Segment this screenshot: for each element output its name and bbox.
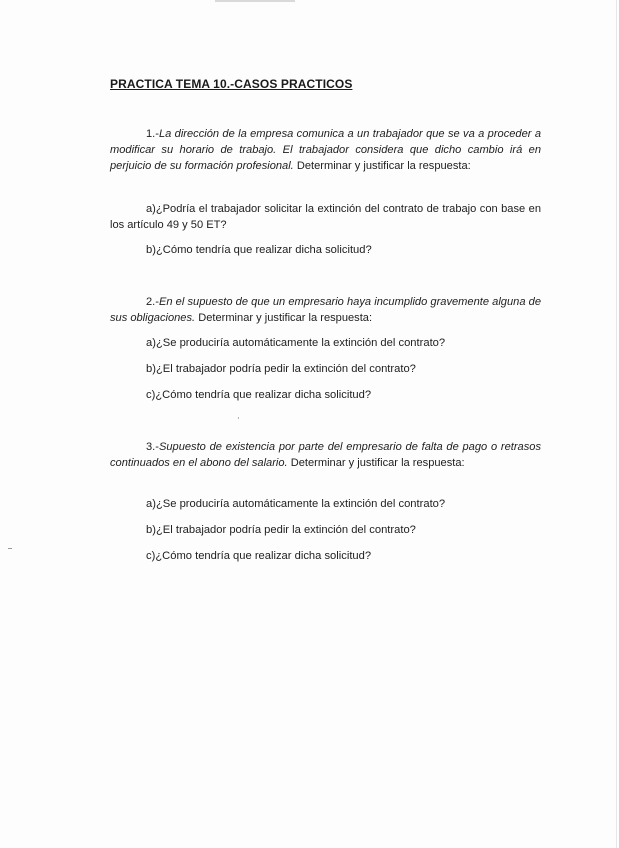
- case-2-paragraph: [110, 294, 541, 326]
- case-1-statement: La dirección de la empresa comunica a un trabajador que se va a proceder a modificar su horario de trabajo. El trabajador considera que dicho cambio irá en perjuicio de su formación profesional.: [110, 128, 541, 172]
- page-title: PRACTICA TEMA 10.-CASOS PRACTICOS: [110, 77, 353, 91]
- case-3-statement: Supuesto de existencia por parte del empresario de falta de pago o retrasos continuados en el abono del salario.: [110, 441, 541, 469]
- case-2-statement: En el supuesto de que un empresario haya incumplido gravemente alguna de sus obligaciones.: [110, 296, 541, 324]
- case-3-question-c: c)¿Cómo tendría que realizar dicha solicitud?: [146, 550, 372, 562]
- case-2-instruction: Determinar y justificar la respuesta:: [195, 312, 373, 324]
- case-3-instruction: Determinar y justificar la respuesta:: [287, 457, 465, 469]
- scan-edge-mark: [616, 0, 617, 848]
- scan-dust-mark: [238, 417, 239, 419]
- case-1-question-a: a)¿Podría el trabajador solicitar la extinción del contrato de trabajo con base en los artículo 49 y 50 ET?: [110, 203, 541, 231]
- case-2-question-c: c)¿Cómo tendría que realizar dicha solicitud?: [146, 389, 372, 401]
- case-1-paragraph: [110, 126, 541, 174]
- case-1-instruction: Determinar y justificar la respuesta:: [293, 160, 471, 172]
- case-3-paragraph: [110, 439, 541, 471]
- case-1-question-b: b)¿Cómo tendría que realizar dicha solicitud?: [146, 244, 372, 256]
- case-2-question-b: b)¿El trabajador podría pedir la extinción del contrato?: [146, 363, 416, 375]
- case-3-question-a: a)¿Se produciría automáticamente la extinción del contrato?: [146, 498, 446, 510]
- case-3-number: 3.-: [146, 441, 159, 453]
- case-2-number: 2.-: [146, 296, 159, 308]
- case-2-question-a: a)¿Se produciría automáticamente la extinción del contrato?: [146, 337, 446, 349]
- case-1-number: 1.-: [146, 128, 159, 140]
- scan-dust-mark: [8, 548, 12, 549]
- case-3-question-b: b)¿El trabajador podría pedir la extinción del contrato?: [146, 524, 416, 536]
- scan-edge-mark: [215, 0, 295, 2]
